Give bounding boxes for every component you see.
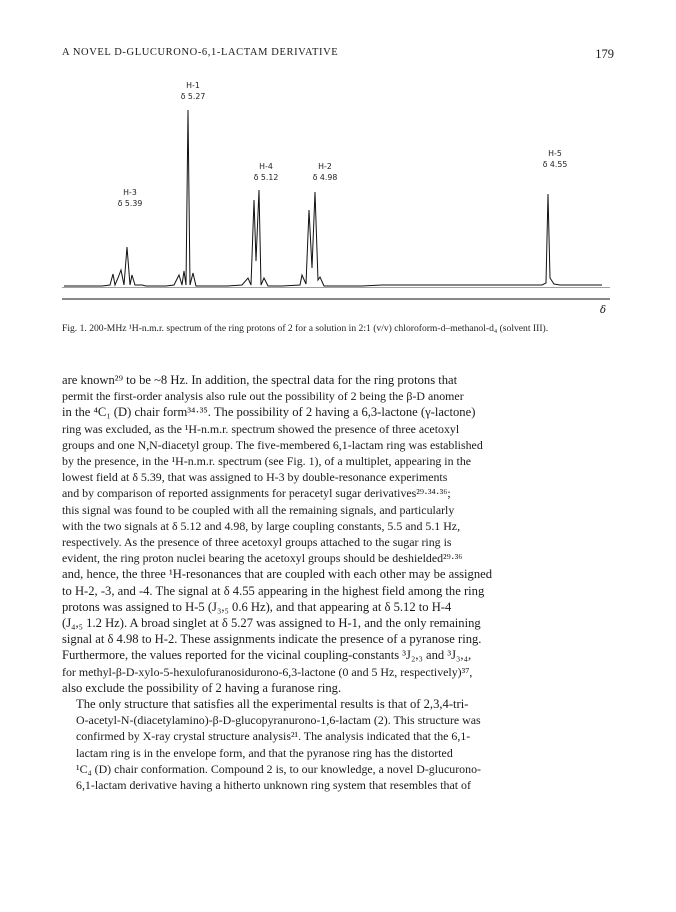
- text-line: 6,1-lactam derivative having a hitherto unknown ring system that resembles that of: [76, 778, 471, 793]
- peak-label-h4: H-4: [259, 162, 273, 171]
- peak-shift-h1: δ 5.27: [180, 92, 206, 101]
- text-line: ring was excluded, as the ¹H-n.m.r. spectrum showed the presence of three acetoxyl: [62, 421, 460, 436]
- paragraph-2: [62, 696, 614, 793]
- peak-label-h5: H-5: [548, 149, 562, 158]
- text-line: Furthermore, the values reported for the vicinal coupling-constants ³J₂,₃ and ³J₃,₄,: [62, 648, 472, 663]
- paragraph-1: [62, 372, 614, 696]
- nmr-spectrum-plot: [62, 75, 614, 330]
- text-line: permit the first-order analysis also rule out the possibility of 2 being the β-D anomer: [62, 389, 464, 404]
- text-line: and, hence, the three ¹H-resonances that are coupled with each other may be assigned: [62, 567, 493, 582]
- text-line: evident, the ring proton nuclei bearing the acetoxyl groups should be deshielded²⁹·³⁶: [62, 551, 463, 566]
- text-line: for methyl-β-D-xylo-5-hexulofuranosidurono-6,3-lactone (0 and 5 Hz, respectively)³⁷,: [62, 664, 473, 679]
- running-header: [62, 47, 614, 65]
- text-line: lactam ring is in the envelope form, and that the pyranose ring has the distorted: [76, 745, 453, 760]
- page-number: 179: [595, 47, 614, 61]
- text-line: (J₄,₅ 1.2 Hz). A broad singlet at δ 5.27 was assigned to H-1, and the only remaining: [62, 616, 481, 631]
- text-line: with the two signals at δ 5.12 and 4.98, by large coupling constants, 5.5 and 5.1 Hz,: [62, 518, 461, 533]
- peak-label-h1: H-1: [186, 81, 200, 90]
- text-line: O-acetyl-N-(diacetylamino)-β-D-glucopyranurono-1,6-lactam (2). This structure was: [76, 713, 481, 728]
- peak-shift-h4: δ 5.12: [253, 173, 279, 182]
- text-line: lowest field at δ 5.39, that was assigned to H-3 by double-resonance experiments: [62, 470, 448, 485]
- nmr-spectrum-figure: [62, 75, 614, 330]
- figure-caption: [62, 323, 614, 336]
- text-line: ¹C₄ (D) chair conformation. Compound 2 is, to our knowledge, a novel D-glucurono-: [76, 761, 481, 776]
- text-line: respectively. As the presence of three acetoxyl groups attached to the sugar ring is: [62, 535, 452, 550]
- peak-shift-h5: δ 4.55: [542, 160, 568, 169]
- text-line: and by comparison of reported assignments for peracetyl sugar derivatives²⁹·³⁴·³⁶;: [62, 486, 451, 501]
- body-text: [62, 372, 614, 793]
- text-line: this signal was found to be coupled with all the remaining signals, and particularly: [62, 502, 455, 517]
- peak-shift-h2: δ 4.98: [312, 173, 338, 182]
- text-line: groups and one N,N-diacetyl group. The five-membered 6,1-lactam ring was established: [62, 437, 483, 452]
- peak-label-h2: H-2: [318, 162, 332, 171]
- text-line: to H-2, -3, and -4. The signal at δ 4.55 appearing in the highest field among the ring: [62, 583, 485, 598]
- text-line: protons was assigned to H-5 (J₃,₅ 0.6 Hz), and that appearing at δ 5.12 to H-4: [62, 599, 452, 614]
- axis-symbol-delta: δ: [599, 305, 606, 316]
- text-line: are known²⁹ to be ~8 Hz. In addition, the spectral data for the ring protons that: [62, 373, 458, 387]
- peak-label-h3: H-3: [123, 188, 137, 197]
- text-line: also exclude the possibility of 2 having a furanose ring.: [62, 680, 342, 695]
- text-line: confirmed by X-ray crystal structure analysis²¹. The analysis indicated that the 6,1-: [76, 729, 471, 744]
- text-line: in the ⁴C₁ (D) chair form³⁴·³⁵. The possibility of 2 having a 6,3-lactone (γ-lactone): [62, 405, 476, 420]
- figure-caption-text: 200-MHz ¹H-n.m.r. spectrum of the ring protons of 2 for a solution in 2:1 (v/v) chloroform-d–methanol-d₄ (solvent III).: [89, 323, 549, 334]
- figure-label: Fig. 1.: [62, 323, 87, 334]
- text-line: signal at δ 4.98 to H-2. These assignments indicate the presence of a pyranose ring.: [62, 632, 482, 647]
- spectrum-trace: [64, 110, 602, 286]
- text-line: The only structure that satisfies all the experimental results is that of 2,3,4-tri-: [76, 697, 469, 712]
- text-line: by the presence, in the ¹H-n.m.r. spectrum (see Fig. 1), of a multiplet, appearing in the: [62, 454, 472, 469]
- running-title: A NOVEL D-GLUCURONO-6,1-LACTAM DERIVATIVE: [62, 47, 339, 58]
- peak-shift-h3: δ 5.39: [117, 199, 143, 208]
